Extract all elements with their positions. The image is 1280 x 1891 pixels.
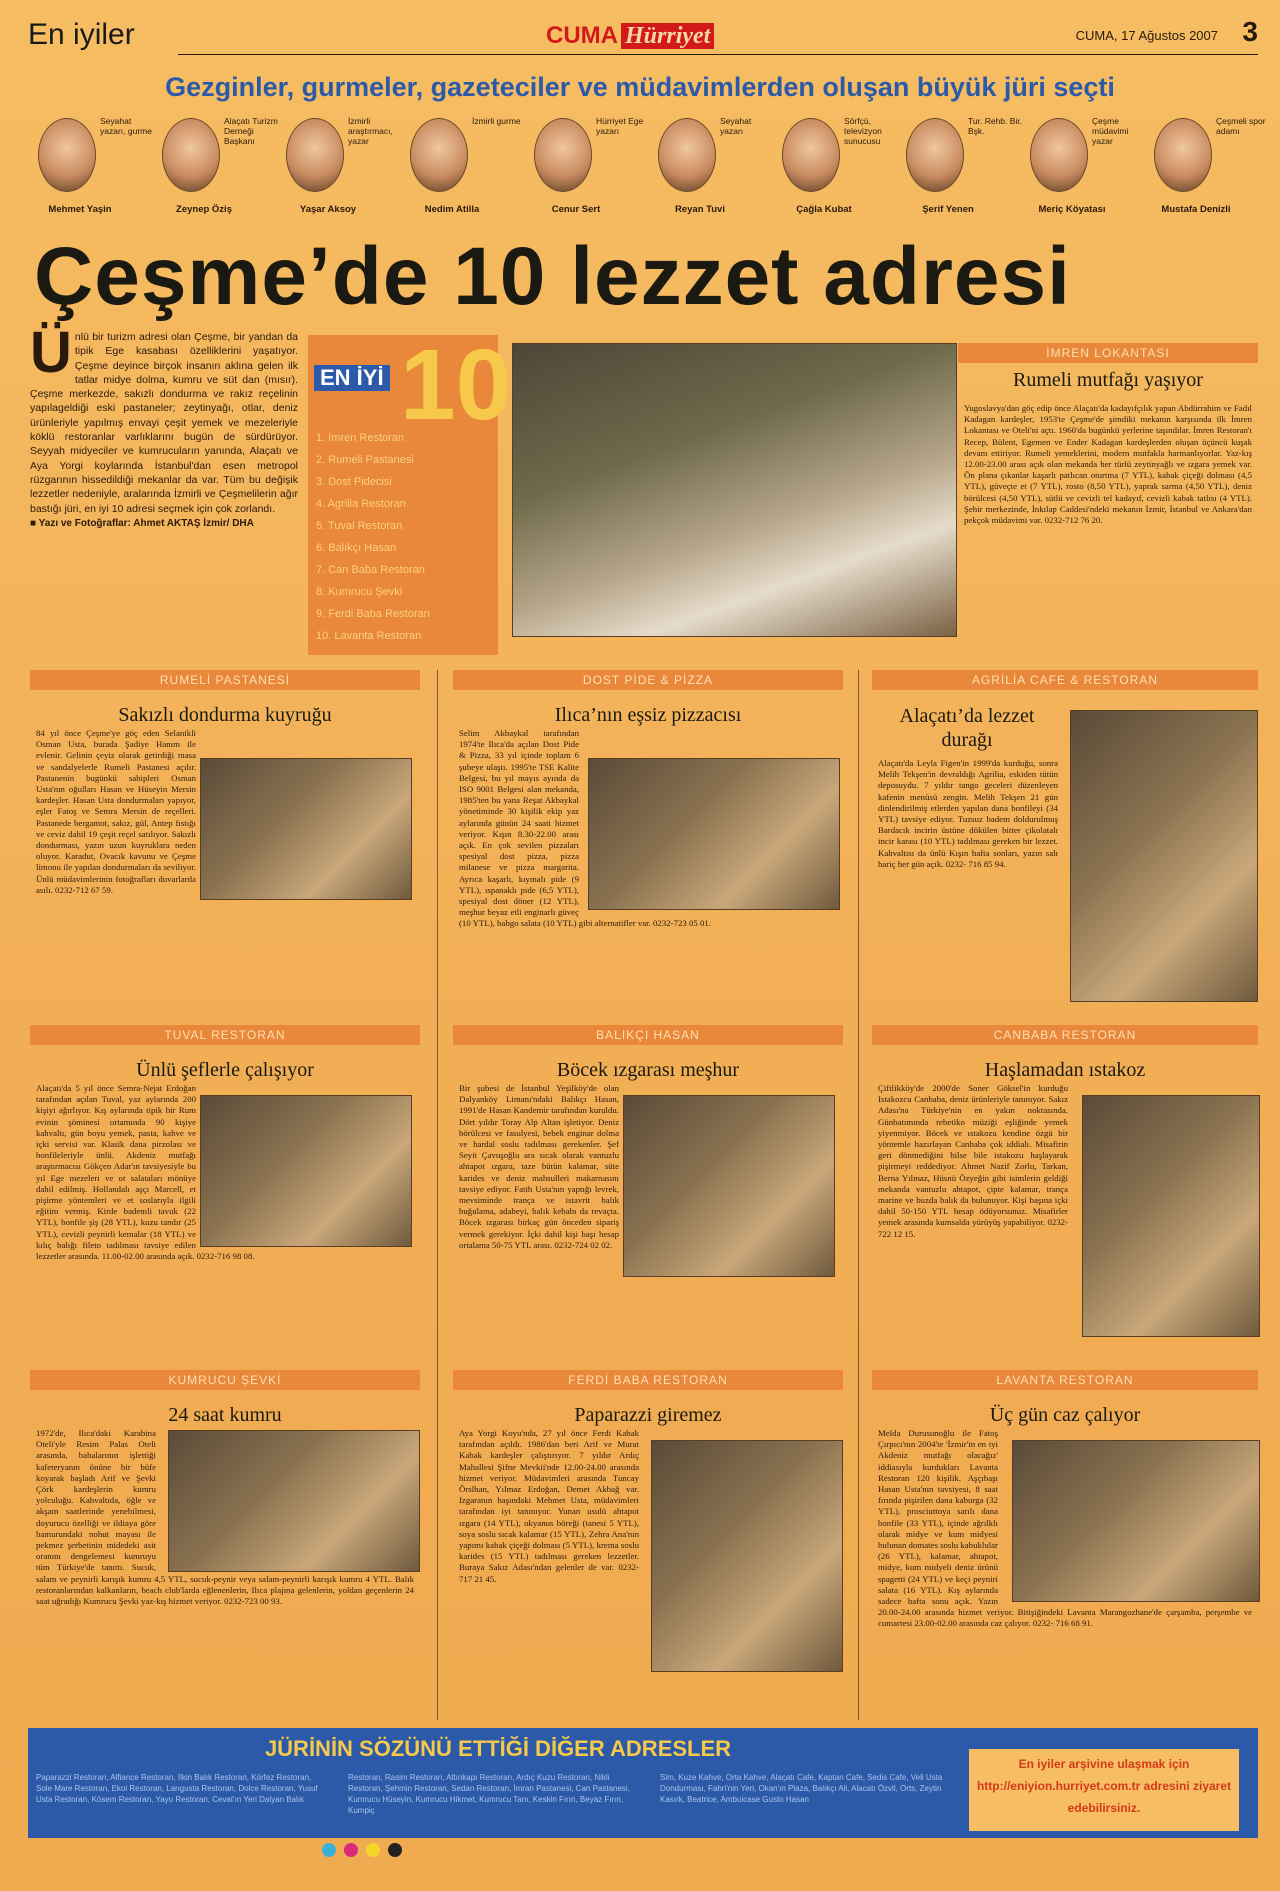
article xyxy=(30,670,420,1015)
article-body xyxy=(36,1083,414,1361)
article-banner: RUMELİ PASTANESİ xyxy=(30,670,420,690)
article-body xyxy=(878,758,1252,1011)
article-title: Rumeli mutfağı yaşıyor xyxy=(1013,369,1203,391)
column-rule xyxy=(858,670,859,1720)
article-text: 84 yıl önce Çeşme'ye göç eden Selanikli Osman Usta, burada Şadiye Hanım ile evlenir. Gelinin çeyiz olarak getirdiği masa ve sandalyelerle Rumeli Pastanesi açılır. Pastanenin bugünkü sahipleri Osman Usta'nın oğulları Hasan ve Hüseyin Mersin kardeşler. Hasan Usta dondurmaları yapıyor, eşler Fatoş ve Semra Mersin de reçelleri. Pastanede bergamot, sakız, gül, Antep fıstığı ve ceviz dahil 19 çeşit reçel satılıyor. Sakızlı dondurması, yazın uzun kuyruklara neden oluyor. Karadut, Ovacık kavunu ve Çeşme limonu ile yapılan dondurmaları da seviliyor. Ünlü müdavimlerinin fotoğrafları duvarlarda asılı. 0232-712 67 59. xyxy=(36,728,196,895)
page-number: 3 xyxy=(1242,16,1258,47)
other-addresses-col3: Sim, Kuze Kahve, Orta Kahve, Alaçatı Cafe, Kaptan Cafe, Sedis Cafe, Veli Usta Dondurması, Fahri'nin Yeri, Okan'ın Plaza, Balıkçı Ali, Alacatı Özvil, Orts, Zeytin Kasırk, Beatrice, Ambuicase Gusto Hasan xyxy=(660,1773,943,1804)
article-body xyxy=(36,1428,414,1714)
article-banner: DOST PİDE & PİZZA xyxy=(453,670,843,690)
intro-text xyxy=(30,320,298,650)
article-body xyxy=(459,1428,837,1714)
article-text: 1972'de, Ilıca'daki Karabina Oteli'yle Resim Palas Oteli arasında, babalarının işlettiği kafeteryanın önüne bir büfe koyarak başladı Arif ve Şevki Çörk kardeşlerin kumru yolculuğu. Kahvaltıda, öğle ve akşam saatlerinde yenebilmesi, doyurucu özelliği ve ildiaya göre hamurundaki nohut mayası ile pekmez şerbetinin midedeki asit oranını dengelemesi kumruyu tüm Türkiye'de tanıttı. Sucuk, salam ve peynirli karışık kumru 4,5 YTL, sucuk-peynir veya salam-peynirli karışık kumru 4 YTL. Balık restoranlarından kalkanların, beach club'larda eğlenenlerin, Ilıca plajına gelenlerin, yoldan geçenlerin 24 saat uğradığı Kumrucu Şevki yaz-kış hizmet veriyor. 0232-723 00 93. xyxy=(36,1428,414,1607)
yellow-mark xyxy=(366,1843,380,1857)
juror-photo xyxy=(658,118,716,192)
article-banner: AGRİLİA CAFE & RESTORAN xyxy=(872,670,1258,690)
juror-name: Nedim Atilla xyxy=(424,204,480,215)
juror xyxy=(278,112,396,222)
juror xyxy=(1022,112,1140,222)
juror-photo xyxy=(782,118,840,192)
juror-photo xyxy=(410,118,468,192)
article-text: Alaçatı'da Leyla Figen'in 1999'da kurduğu, sonra Melih Tekşen'in devraldığı Agrilia, eskiden tütün deposuydu. 7 yıldır tango geceleri düzenleyen kafenin menüsü zengin. Melih Tekşen 21 gün dinlendirilmiş etlerden yapılan dana bonfileyi (34 YTL) tavsiye ediyor. Tuzsuz badem doldurulmuş Bardacık incirin üstüne dökülen bitter çikolatalı incir karası (10 YTL) tadılması gereken bir lezzet. Kahvaltısı da ünlü Kışın hafta sonları, yazın salı hariç her gün açık. 0232- 716 85 94. xyxy=(878,758,1058,869)
article-body xyxy=(459,728,837,1011)
jury-row xyxy=(30,112,1266,222)
magenta-mark xyxy=(344,1843,358,1857)
top10-item: 3. Dost Pidecisi xyxy=(316,476,392,488)
article-banner: LAVANTA RESTORAN xyxy=(872,1370,1258,1390)
article-title: Ilıca’nın eşsiz pizzacısı xyxy=(554,704,742,726)
juror xyxy=(650,112,768,222)
article-text: Melda Durusunoğlu ile Fatoş Çırpıcı'nın 2004'te 'İzmir'in en iyi Akdeniz mutfağı olacağız' iddiasıyla kurdukları Lavanta Restoran 120 kişilik. Aşçıbaşı Hasan Usta'nın tavsiyesi, 8 saat fırında pişirilen dana kaburga (32 YTL), prosciuttoya sarılı dana bonfile (33 YTL), içinde ağrılklı olarak midye ve kum midyesi bulunan domates soslu kabuklular (26 YTL), kalamar, ahtapot, midye, kum midyeli deniz ürünü spagetti (24 YTL) ve keçi peyniri salata (16 YTL). Kış aylarında sadece hafta sonu açık. Yazın 20.00-24.00 arasında hizmet veriyor. Bitişiğindeki Lavanta Marangozhane'de çarşamba, perşembe ve cumartesi 23.00-02.00 arasında caz çalıyor. 0232- 716 68 91. xyxy=(878,1428,1252,1629)
top10-number: 10 xyxy=(400,329,512,441)
top10-item: 4. Agrilia Restoran xyxy=(316,498,406,510)
article-title: Üç gün caz çalıyor xyxy=(989,1404,1141,1426)
juror-name: Cenur Sert xyxy=(551,204,601,215)
juror-role: Tur. Rehb. Bir. Bşk. xyxy=(968,116,1023,136)
juror-photo xyxy=(534,118,592,192)
top10-item: 2. Rumeli Pastanesi xyxy=(316,454,414,466)
juror-name: Reyan Tuvi xyxy=(675,204,725,215)
main-headline: Çeşme’de 10 lezzet adresi xyxy=(34,231,1071,322)
logo-cuma: CUMA xyxy=(546,22,618,49)
issue-date: CUMA, 17 Ağustos 2007 xyxy=(1075,28,1218,43)
juror-photo xyxy=(286,118,344,192)
black-mark xyxy=(388,1843,402,1857)
logo-hurriyet: Hürriyet xyxy=(621,23,714,49)
article-title: Alaçatı’da lezzet durağı xyxy=(899,705,1035,751)
juror-photo xyxy=(1030,118,1088,192)
top10-list xyxy=(316,427,430,647)
article-title: 24 saat kumru xyxy=(168,1404,282,1426)
article-banner: CANBABA RESTORAN xyxy=(872,1025,1258,1045)
article-text: Aya Yorgi Koyu'nda, 27 yıl önce Ferdi Kabak tarafından açıldı. 1986'dan beri Arif ve Murat Kabak kardeşler çalıştırıyor. 7 yıldır Ardıç Mahallesi Şifne Mevkii'nde 12.00-24.00 arasında hizmet veriyor. Müdavimleri arasında Tuncay Örslhan, Yılmaz Erdoğan, Demet Akbağ var. Izgaranın başındaki Mehmet Usta, müdavimleri tarafından iyi tanınıyor. Yunan usulü ahtapot ızgara (14 YTL), okyanus böreği (tanesi 5 YTL), soya soslu sıcak kalamar (15 YTL), Zehra Ana'nın yapımı kabak çiçeği dolması (5 YTL), krema soslu karides (15 YTL) tadılması gereken lezzetler. Buraya Sakız Adası'ndan gelenler de var. 0232-717 21 45. xyxy=(459,1428,639,1584)
article xyxy=(872,670,1258,1015)
juror-role: İzmirli araştırmacı, yazar xyxy=(348,116,393,146)
article-title: Böcek ızgarası meşhur xyxy=(556,1059,740,1081)
juror-name: Yaşar Aksoy xyxy=(299,204,357,215)
article-text: Alaçatı'da 5 yıl önce Semra-Nejat Erdoğan tarafından açılan Tuval, yaz aylarında 200 kişiyi ağırlıyor. Kış aylarında tipik bir Rum evinin şöminesi ortamında 90 kişiye kahvaltı, gün boyu yemek, pasta, kahve ve içki servisi var. Klasik dana pirzolası ve bonfileleriyle ünlü. Akdeniz mutfağı araştırmacısı Gökçen Adar'ın tavsiyesiyle bu yıl Ege mezeleri ve ot salataları mönüye dahil edilmiş. Hollandalı aşçı Marcell, et pişirme yöntemleri ve et soslarıyla ilgili eğitim vermiş. Kirde bademli tavuk (22 YTL), bonfile şiş (28 YTL), kuzu tandır (25 YTL), cevizli peynirli kemalar (18 YTL) ve kılıç balığı fileto tadılması tavsiye edilen lezzetler arasında. 11.00-02.00 arasında açık. 0232-716 98 08. xyxy=(36,1083,255,1262)
article-text: Bir şubesi de İstanbul Yeşilköy'de olan Dalyanköy Limanı'ndaki Balıkçı Hasan, 1991'de Hasan Kandemir tarafından kuruldu. Dört yıldır Toray Alp Altan işletiyor. Deniz börülcesi ve fasulyesi, bebek enginar dolma ve hardal soslu tadılması gerekenler. Şef Seyit Çavuşoğlu ara sıcak olarak vantuzlu ahtapot ızgara, taze bütün kalamar, süte karides ve deniz mahsulleri makarnasını tavsiye ediyor. Fatih Usta'nın yaptığı levrek, mevsiminde trança ve istavrit balık buğulama, adabeyi, balık kebabı da revaçta. Böcek ızgarası birkaç gün önceden sipariş vermek gerekiyor. İçki dahil kişi başı hesap ortalama 50-75 YTL arası. 0232-724 02 02. xyxy=(459,1083,619,1250)
intro-body: nlü bir turizm adresi olan Çeşme, bir yandan da tipik Ege kasabası özelliklerini yaşatıyor. Çeşme deyince birçok insanın aklına gelen ilk tatlar midye dolma, kumru ve süt dan (mısır). Çeşme merkezde, sakızlı dondurma ve rakız reçelinin yapılageldiği eski pastaneler; zeytinyağı, otlar, deniz ürünleriyle yapılmış envayi çeşit yemek ve mezeleriyle köklü restoranlar varlıklarını bugün de sürdürüyor. Seyyah midyeciler ve kumrucuların yanında, Alaçatı ve Aya Yorgi koylarında İstanbul'dan esen metropol rüzgarının hissedildiği mekanlar da var. Tüm bu değişik lezzetler nedeniyle, aralarında İzmirli ve Çeşmelilerin ağır bastığı jüri, en iyi 10 adresi seçmek için çok zorlandı. xyxy=(30,331,298,515)
juror-photo xyxy=(906,118,964,192)
page-header xyxy=(28,14,1258,56)
juror-photo xyxy=(38,118,96,192)
article-title: Haşlamadan ıstakoz xyxy=(984,1059,1146,1081)
top10-label: EN İYİ xyxy=(314,365,390,391)
other-addresses-col2: Restoran, Rasim Restoran, Altınkapı Restoran, Ardıç Kuzu Restoran, Nikli Restoran, Şehmin Restoran, Sedan Restoran, İmran Pastanesi, Can Pastanesi, Kumrucu Hüseyin, Kumrucu Hikmet, Kumrucu Tanı, Keskin Fırın, Beyaz Fırın, Kumpiç xyxy=(348,1773,630,1815)
top10-box xyxy=(308,329,512,655)
juror-photo xyxy=(162,118,220,192)
cyan-mark xyxy=(322,1843,336,1857)
article xyxy=(958,343,1258,635)
juror-role: Sörfçü, televizyon sunucusu xyxy=(844,116,882,146)
juror-role: Hürriyet Ege yazarı xyxy=(596,116,644,136)
article-title: Ünlü şeflerle çalışıyor xyxy=(136,1059,314,1081)
juror-role: Seyahat yazarı xyxy=(720,116,752,136)
juror-role: Çeşmeli spor adamı xyxy=(1216,116,1266,136)
jury-title: Gezginler, gurmeler, gazeteciler ve müdavimlerden oluşan büyük jüri seçti xyxy=(165,72,1115,102)
archive-link[interactable]: En iyiler arşivine ulaşmak için http://eniyion.hurriyet.com.tr adresini ziyaret edebilirsiniz. xyxy=(968,1748,1240,1832)
header-rule xyxy=(178,54,1258,55)
article-banner: İMREN LOKANTASI xyxy=(958,343,1258,363)
juror-name: Çağla Kubat xyxy=(796,204,852,215)
top10-item: 8. Kumrucu Şevki xyxy=(316,586,403,598)
other-addresses-title: JÜRİNİN SÖZÜNÜ ETTİĞİ DİĞER ADRESLER xyxy=(264,1736,732,1761)
juror xyxy=(1146,112,1264,222)
article-title: Paparazzi giremez xyxy=(574,1404,722,1426)
article xyxy=(30,1025,420,1365)
drop-cap: Ü xyxy=(30,320,72,385)
article-text: Selim Akbaykal tarafından 1974'te Ilıca'da açılan Dost Pide & Pizza, 33 yıl içinde toplam 6 şubeye ulaştı. 1995'te TSE Kalite Belgesi, bu yıl mayıs ayında da ISO 9001 Belgesi alan mekanda, 1985'ten bu yana Reşat Akbaykal yönetiminde 30 kişilik ekip yaz aylarında günün 24 saati hizmet veriyor. Kışın 8.30-22.00 arası açık. En çok sevilen pizzaları spesiyal dost pizza, pizza milanese ve pizza margarita. Ayrıca kaşarlı, kıymalı pide (9 YTL), ıspanaklı pide (6,5 YTL), spesiyal dost döner (12 YTL), meşhur beyaz etli enginarlı güveç (10 YTL), babgo salata (10 YTL) gibi alternatifler var. 0232-723 05 01. xyxy=(459,728,711,929)
juror xyxy=(30,112,152,222)
article xyxy=(872,1025,1258,1365)
article-banner: TUVAL RESTORAN xyxy=(30,1025,420,1045)
article xyxy=(872,1370,1258,1718)
article-text: Çiftlikköy'de 2000'de Soner Göksel'in kurduğu Istakozcu Canbaba, deniz ürünleriyle tanınıyor. Sakız Adası'na Türkiye'nin en yakın noktasında. Günbatımında rebetiko müziği eşliğinde yemek yiyenmiyor. Böcek ve ıstakozu kendine özgü bir yöntemle hazırlayan Canbaba çok iddialı. Misafirin geri dönmediğini bilse bile istakozu haşlayarak pişirmeyi reddediyor. Ahmet Nazif Zorlu, Tarkan, Berna Yılmaz, Hüsnü Özyeğin gibi isimlerin geldiği mekanda vantuzlu ahtapot, çipte kalamar, trança marine ve buzda balık da bulunuyor. Kişi başına içki dahil 50-150 YTL hesap ödüyorsunuz. Misafirler yemek arasında kumsalda yürüyüş yapabiliyor. 0232-722 12 15. xyxy=(878,1083,1068,1239)
other-addresses-col1: Paparazzi Restoran, Alfiance Restoran, İlkin Balık Restoran, Körfez Restoran, Sole Mare Restoran, Ekol Restoran, Langusta Restoran, Dolce Restoran, Yusuf Usta Restoran, Kösem Restoran, Yayu Restoran, Cevat'ın Yeri Dalyan Balık xyxy=(36,1773,318,1804)
article-title: Sakızlı dondurma kuyruğu xyxy=(118,704,332,726)
article-banner: KUMRUCU ŞEVKİ xyxy=(30,1370,420,1390)
article xyxy=(453,1370,843,1718)
juror-name: Mehmet Yaşin xyxy=(48,204,112,215)
newspaper-logo xyxy=(546,22,714,50)
juror xyxy=(402,112,520,222)
juror-role: Alaçatı Turizm Derneği Başkanı xyxy=(224,116,278,146)
juror xyxy=(774,112,892,222)
juror-name: Meriç Köyatası xyxy=(1038,204,1106,215)
juror-role: Çeşme müdavimi yazar xyxy=(1092,116,1129,146)
article xyxy=(30,1370,420,1718)
juror-role: Seyahat yazarı, gurme xyxy=(100,116,152,136)
top10-item: 7. Can Baba Restoran xyxy=(316,564,425,576)
top10-item: 1. İmren Restoran xyxy=(316,432,405,444)
article-banner: BALIKÇI HASAN xyxy=(453,1025,843,1045)
article-body xyxy=(459,1083,837,1361)
article xyxy=(453,670,843,1015)
section-title: En iyiler xyxy=(28,18,135,51)
registration-marks xyxy=(322,1843,410,1862)
juror-photo xyxy=(1154,118,1212,192)
restaurant-photo xyxy=(512,343,957,637)
article-body xyxy=(36,728,414,1011)
juror xyxy=(154,112,278,222)
juror xyxy=(526,112,644,222)
byline: ■ Yazı ve Fotoğraflar: Ahmet AKTAŞ İzmir/ DHA xyxy=(30,517,254,529)
juror-role: İzmirli gurme xyxy=(472,116,521,126)
juror xyxy=(898,112,1023,222)
top10-item: 9. Ferdi Baba Restoran xyxy=(316,608,430,620)
article-body: Yugoslavya'dan göç edip önce Alaçatı'da kadayıfçılık yapan Abdürrahim ve Fadıl Kadagan kardeşler, 1953'te Çeşme'de şimdiki mekanın karşısında ilk İmren Lokantası ve Oteli'ni açtı. 1960'da bugünkü yerlerine taşındılar. İmren Restoran'ı Recep, Bülent, Egemen ve Ender Kadagan kardeşlerden oluşan üçüncü kuşak devam ettiriyor. Rumeli yemeklerini, modern mutfakla harmanlıyorlar. Yaz-kış 12.00-23.00 arası açık olan mekanda her türlü zeytinyağlı ve ızgara yemek var. Ön plana çıkanlar kaşarlı patlıcan oturtma (7 YTL), kabak çiçeği dolması (4,5 YTL), güveçte et (7 YTL), rosto (8,50 YTL), yaprak sarma (4,50 YTL), deniz börülcesi (4,50 YTL), sütlü ve cevizli tel kadayıf, cevizli kabak tatlısı (4 YTL). Şehir merkezinde, İnkılap Caddesi'ndeki mekanın İzmir, İstanbul ve Ankara'dan pekçok müdavimi var. 0232-712 76 20. xyxy=(964,403,1252,526)
juror-name: Mustafa Denizli xyxy=(1161,204,1231,215)
top10-item: 10. Lavanta Restoran xyxy=(316,630,422,642)
juror-name: Zeynep Öziş xyxy=(176,204,232,215)
juror-name: Şerif Yenen xyxy=(922,204,974,215)
article-body xyxy=(878,1083,1252,1361)
top10-item: 6. Balıkçı Hasan xyxy=(316,542,397,554)
article-body xyxy=(878,1428,1252,1714)
article xyxy=(453,1025,843,1365)
top10-item: 5. Tuval Restoran xyxy=(316,520,403,532)
article-banner: FERDİ BABA RESTORAN xyxy=(453,1370,843,1390)
other-addresses-box xyxy=(28,1728,1258,1838)
column-rule xyxy=(437,670,438,1720)
